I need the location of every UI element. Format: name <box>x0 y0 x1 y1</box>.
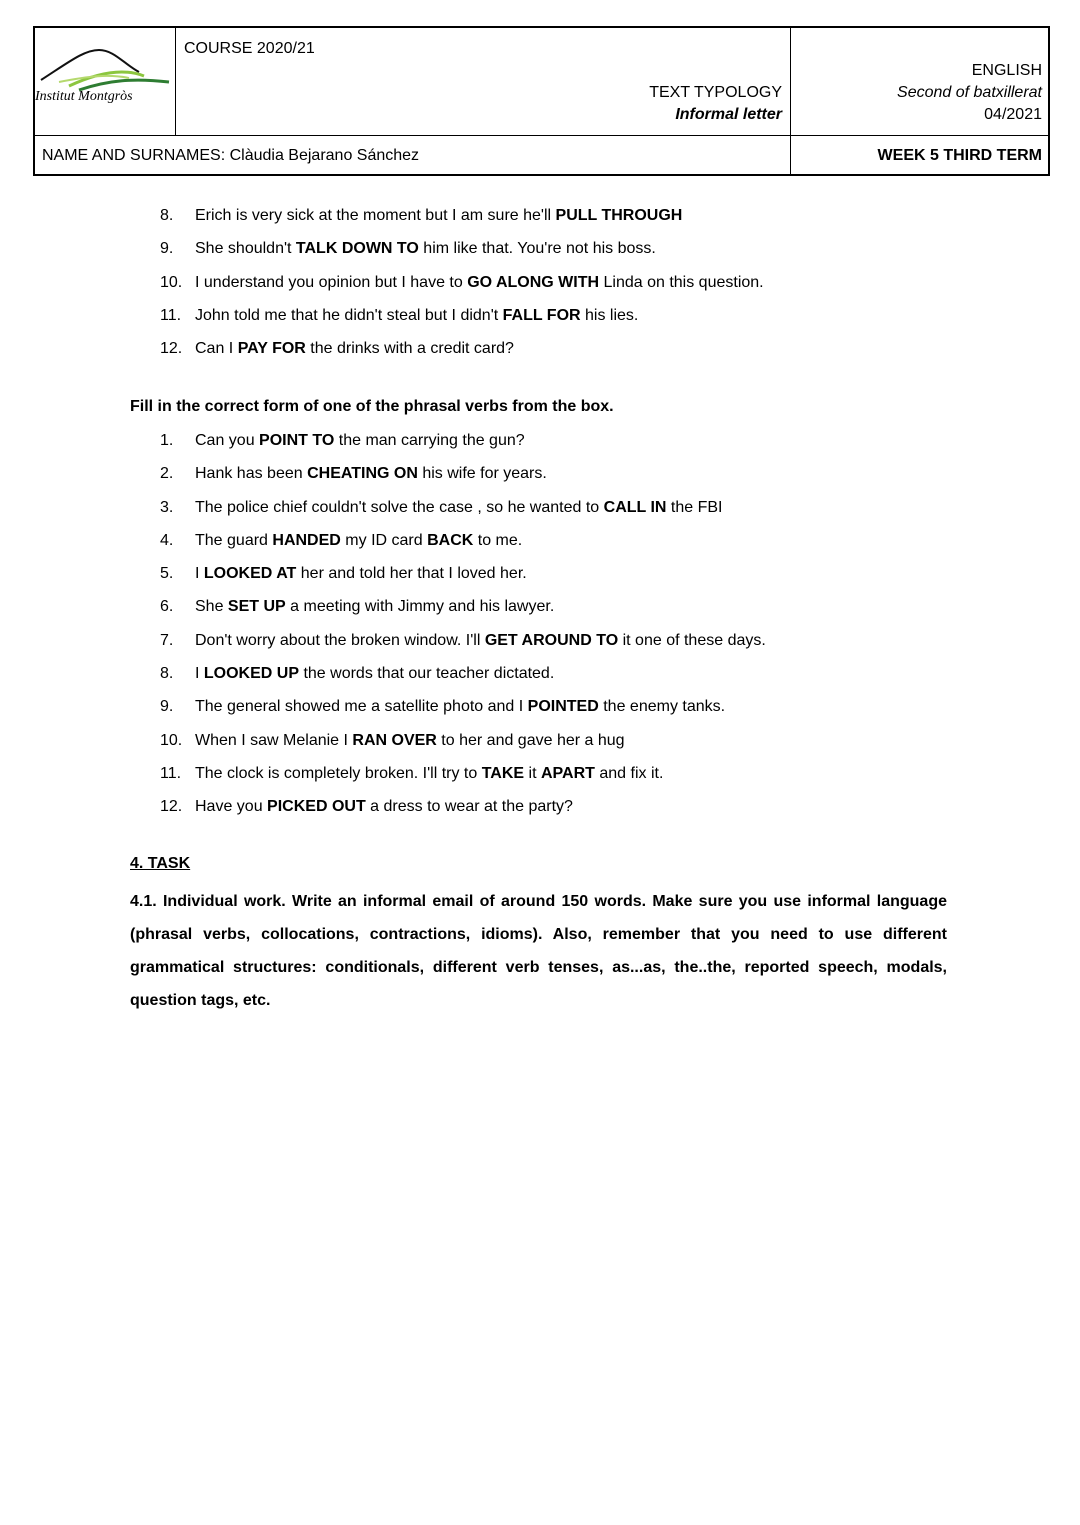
list-item: 1. Can you POINT TO the man carrying the gun? <box>160 432 525 449</box>
typology-label: TEXT TYPOLOGY <box>649 84 782 101</box>
list-item: 10. When I saw Melanie I RAN OVER to her and gave her a hug <box>160 731 625 749</box>
list-item: 8. I LOOKED UP the words that our teacher dictated. <box>160 665 555 683</box>
student-name: NAME AND SURNAMES: Clàudia Bejarano Sánchez <box>42 147 420 164</box>
list-item: 2. Hank has been CHEATING ON his wife for years. <box>160 465 547 483</box>
list-item: 12. Have you PICKED OUT a dress to wear at the party? <box>160 798 573 816</box>
list-item: 11. John told me that he didn't steal but I didn't FALL FOR his lies. <box>160 306 639 324</box>
list-item: 10. I understand you opinion but I have to GO ALONG WITH Linda on this question. <box>160 273 764 291</box>
logo-cell <box>35 28 176 136</box>
subject-cell <box>791 28 1050 136</box>
list-item: 8. Erich is very sick at the moment but I am sure he'll PULL THROUGH <box>160 207 683 224</box>
name-cell <box>35 136 791 176</box>
exercise-instruction: Fill in the correct form of one of the phrasal verbs from the box. <box>130 398 614 415</box>
document-header <box>33 26 1050 176</box>
list-item: 7. Don't worry about the broken window. I'll GET AROUND TO it one of these days. <box>160 631 766 649</box>
level-label: Second of batxillerat <box>897 84 1042 101</box>
task-title: 4. TASK <box>130 855 191 872</box>
typology-value: Informal letter <box>675 106 782 123</box>
week-cell <box>791 136 1050 176</box>
list-item: 3. The police chief couldn't solve the case , so he wanted to CALL IN the FBI <box>160 498 723 516</box>
course-label: COURSE 2020/21 <box>184 40 315 57</box>
week-label: WEEK 5 THIRD TERM <box>877 147 1042 164</box>
institut-logo <box>39 42 174 92</box>
exercise-list-1 <box>160 205 764 371</box>
exercise-list-2 <box>160 430 766 830</box>
list-item: 11. The clock is completely broken. I'll try to TAKE it APART and fix it. <box>160 764 664 782</box>
list-item: 12. Can I PAY FOR the drinks with a credit card? <box>160 340 514 358</box>
subject-label: ENGLISH <box>971 62 1042 79</box>
list-item: 9. The general showed me a satellite photo and I POINTED the enemy tanks. <box>160 698 726 716</box>
subject-block <box>897 60 1042 126</box>
typology-block <box>649 82 782 126</box>
list-item: 4. The guard HANDED my ID card BACK to me. <box>160 531 523 549</box>
task-text: 4.1. Individual work. Write an informal email of around 150 words. Make sure you use informal language (phrasal verbs, collocations, contractions, idioms). Also, remember that you need to use different grammatical structures: conditionals, different verb tenses, as...as, the..the, reported speech, modals, question tags, etc. <box>130 893 947 1009</box>
date-label: 04/2021 <box>984 106 1042 123</box>
list-item: 9. She shouldn't TALK DOWN TO him like that. You're not his boss. <box>160 240 656 258</box>
list-item: 6. She SET UP a meeting with Jimmy and his lawyer. <box>160 598 555 616</box>
course-cell <box>176 28 791 136</box>
logo-text: Institut Montgròs <box>35 89 133 104</box>
list-item: 5. I LOOKED AT her and told her that I loved her. <box>160 565 527 583</box>
